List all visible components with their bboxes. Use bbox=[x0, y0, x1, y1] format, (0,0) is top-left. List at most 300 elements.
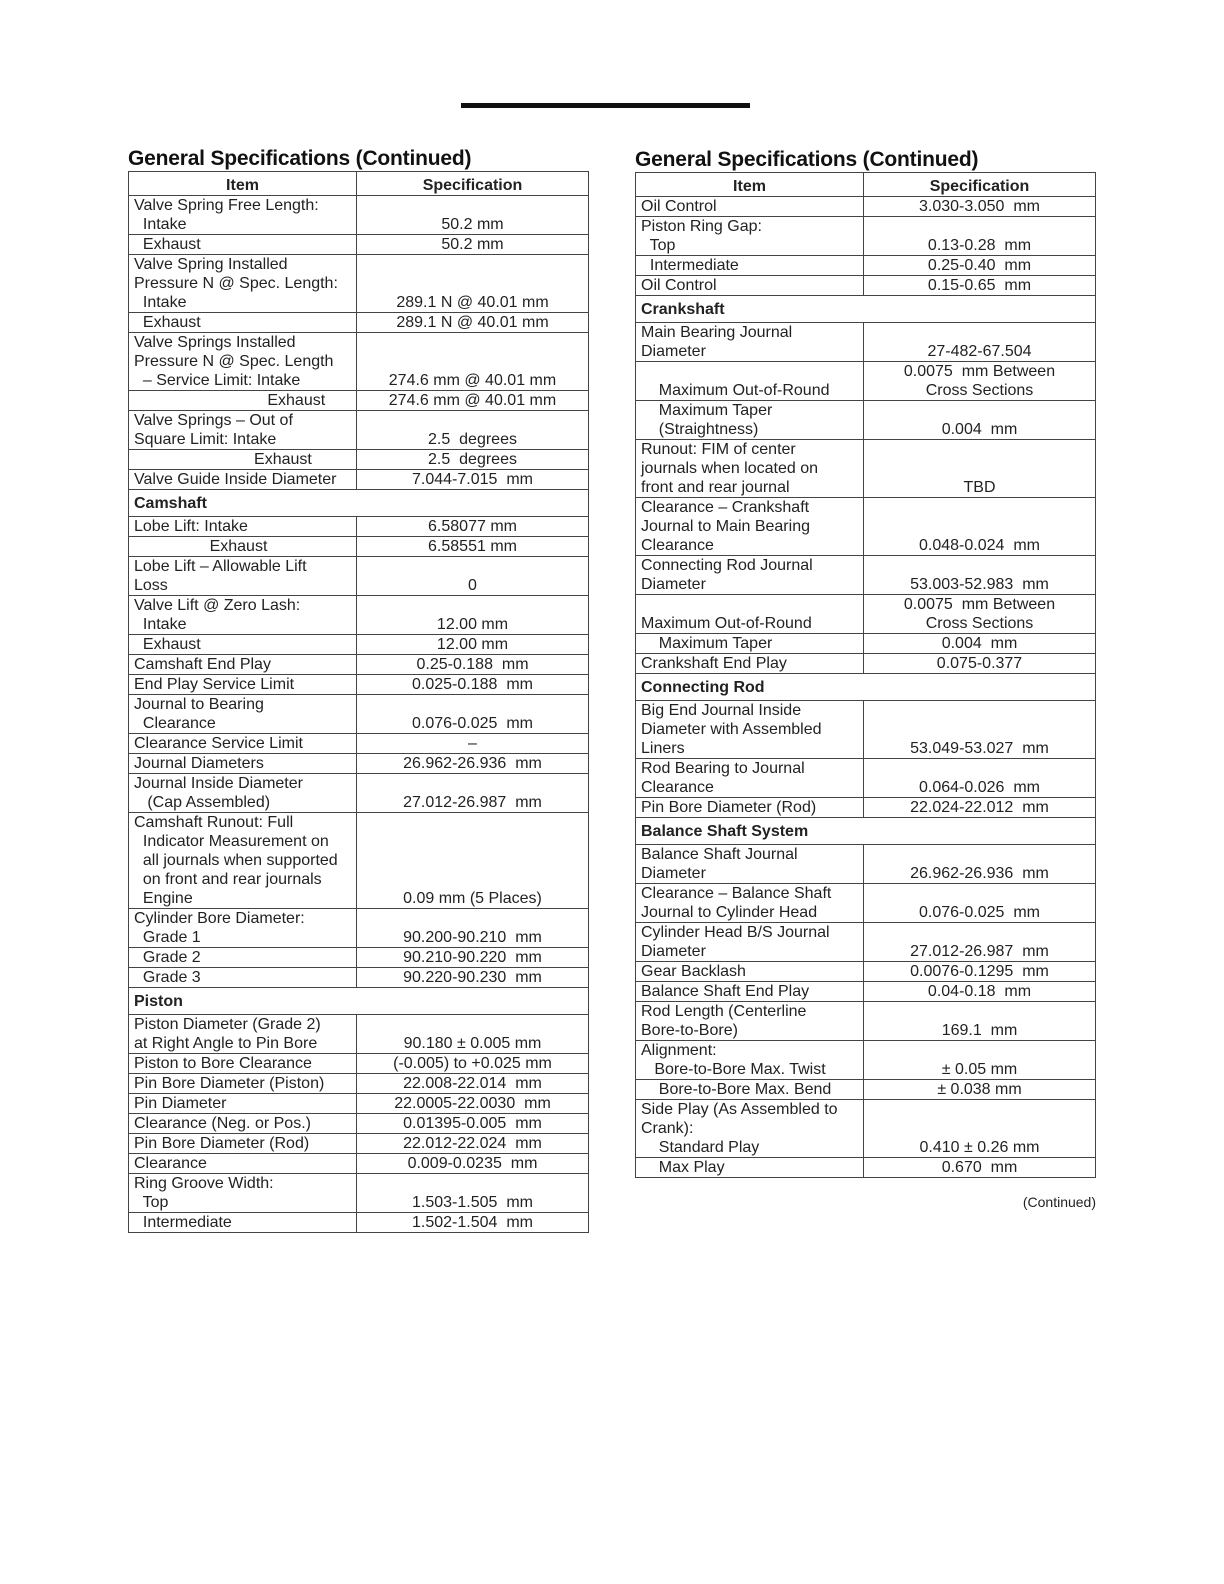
spec-value: TBD bbox=[963, 479, 996, 496]
right-heading: General Specifications (Continued) bbox=[635, 148, 979, 171]
item-cell bbox=[636, 323, 864, 362]
spec-cell bbox=[357, 450, 589, 470]
spec-row bbox=[129, 333, 589, 391]
spec-row bbox=[129, 450, 589, 470]
spec-cell bbox=[864, 256, 1096, 276]
spec-cell bbox=[357, 1213, 589, 1233]
spec-cell bbox=[357, 813, 589, 909]
item-text: Intermediate bbox=[134, 1214, 232, 1231]
section-label: Crankshaft bbox=[636, 296, 1096, 323]
spec-value: 22.012-22.024 mm bbox=[403, 1135, 542, 1152]
spec-value: 6.58077 mm bbox=[428, 518, 517, 535]
item-text: Top bbox=[641, 237, 676, 254]
spec-value: 0.15-0.65 mm bbox=[927, 277, 1032, 294]
spec-cell bbox=[864, 440, 1096, 498]
item-text: Big End Journal Inside bbox=[641, 702, 802, 719]
spec-cell bbox=[864, 217, 1096, 256]
item-text: Standard Play bbox=[641, 1139, 760, 1156]
spec-value: 2.5 degrees bbox=[428, 451, 517, 468]
item-text: Exhaust bbox=[134, 451, 312, 468]
item-cell bbox=[129, 470, 357, 490]
item-cell bbox=[129, 1154, 357, 1174]
spec-value: 12.00 mm bbox=[436, 636, 509, 653]
spec-row bbox=[636, 759, 1096, 798]
item-cell bbox=[129, 1114, 357, 1134]
item-text: Indicator Measurement on bbox=[134, 833, 329, 850]
item-text: Balance Shaft Journal bbox=[641, 846, 798, 863]
right-column bbox=[635, 148, 1096, 1210]
spec-cell bbox=[864, 884, 1096, 923]
spec-value: 0.048-0.024 mm bbox=[919, 537, 1040, 554]
item-text: at Right Angle to Pin Bore bbox=[134, 1035, 318, 1052]
item-text: (Straightness) bbox=[641, 421, 759, 438]
item-text: Side Play (As Assembled to bbox=[641, 1101, 838, 1118]
spec-value: 0.004 mm bbox=[941, 421, 1018, 438]
spec-row bbox=[129, 655, 589, 675]
item-cell bbox=[129, 450, 357, 470]
spec-row bbox=[636, 440, 1096, 498]
item-text: Piston Diameter (Grade 2) bbox=[134, 1016, 321, 1033]
spec-value: 27.012-26.987 mm bbox=[910, 943, 1049, 960]
spec-cell bbox=[864, 923, 1096, 962]
spec-cell bbox=[357, 968, 589, 988]
spec-cell bbox=[357, 411, 589, 450]
item-text: Clearance bbox=[641, 537, 714, 554]
item-text: Bore-to-Bore) bbox=[641, 1022, 738, 1039]
item-cell bbox=[129, 1074, 357, 1094]
item-cell bbox=[129, 517, 357, 537]
spec-cell bbox=[357, 1054, 589, 1074]
item-text: Alignment: bbox=[641, 1042, 717, 1059]
item-text: Intake bbox=[134, 294, 187, 311]
item-cell bbox=[129, 411, 357, 450]
spec-cell bbox=[357, 596, 589, 635]
item-text: Exhaust bbox=[134, 314, 201, 331]
item-text: Oil Control bbox=[641, 198, 717, 215]
spec-cell bbox=[357, 1174, 589, 1213]
spec-cell bbox=[864, 701, 1096, 759]
item-text: journals when located on bbox=[641, 460, 819, 477]
spec-row bbox=[636, 962, 1096, 982]
spec-cell bbox=[864, 654, 1096, 674]
item-cell bbox=[636, 217, 864, 256]
spec-cell bbox=[864, 498, 1096, 556]
section-label: Camshaft bbox=[129, 490, 589, 517]
item-cell bbox=[129, 695, 357, 734]
item-text: Maximum Out-of-Round bbox=[641, 615, 812, 632]
spec-row bbox=[636, 654, 1096, 674]
item-cell bbox=[636, 1080, 864, 1100]
spec-row bbox=[129, 813, 589, 909]
spec-row bbox=[129, 909, 589, 948]
item-text: Exhaust bbox=[134, 636, 201, 653]
item-cell bbox=[129, 948, 357, 968]
item-text: Bore-to-Bore Max. Bend bbox=[641, 1081, 832, 1098]
spec-cell bbox=[357, 1154, 589, 1174]
left-header-row bbox=[129, 172, 589, 196]
spec-cell bbox=[864, 276, 1096, 296]
item-cell bbox=[129, 734, 357, 754]
spec-row bbox=[129, 1094, 589, 1114]
item-text: End Play Service Limit bbox=[134, 676, 295, 693]
item-text: Pressure N @ Spec. Length: bbox=[134, 275, 338, 292]
item-text: Clearance (Neg. or Pos.) bbox=[134, 1115, 311, 1132]
spec-cell bbox=[357, 1094, 589, 1114]
item-cell bbox=[636, 1002, 864, 1041]
spec-row bbox=[129, 754, 589, 774]
item-text: Loss bbox=[134, 577, 168, 594]
spec-value: 26.962-26.936 mm bbox=[910, 865, 1049, 882]
left-heading: General Specifications (Continued) bbox=[128, 147, 472, 170]
item-cell bbox=[636, 197, 864, 217]
item-text: Square Limit: Intake bbox=[134, 431, 277, 448]
spec-row bbox=[129, 537, 589, 557]
spec-cell bbox=[357, 774, 589, 813]
item-text: Diameter with Assembled bbox=[641, 721, 822, 738]
item-cell bbox=[636, 798, 864, 818]
spec-row bbox=[636, 276, 1096, 296]
spec-cell bbox=[864, 197, 1096, 217]
spec-value: – bbox=[468, 735, 477, 752]
spec-cell bbox=[357, 655, 589, 675]
spec-cell bbox=[357, 948, 589, 968]
item-cell bbox=[636, 923, 864, 962]
item-text: Rod Bearing to Journal bbox=[641, 760, 805, 777]
item-text: Journal to Bearing bbox=[134, 696, 264, 713]
spec-row bbox=[636, 362, 1096, 401]
item-cell bbox=[636, 440, 864, 498]
spec-cell bbox=[357, 391, 589, 411]
spec-value: 90.210-90.220 mm bbox=[403, 949, 542, 966]
spec-row bbox=[129, 391, 589, 411]
spec-row bbox=[129, 734, 589, 754]
item-cell bbox=[129, 655, 357, 675]
section-label: Connecting Rod bbox=[636, 674, 1096, 701]
spec-cell bbox=[357, 695, 589, 734]
spec-value: 26.962-26.936 mm bbox=[403, 755, 542, 772]
spec-row bbox=[636, 701, 1096, 759]
spec-row bbox=[129, 1074, 589, 1094]
spec-row bbox=[129, 695, 589, 734]
item-text: Clearance Service Limit bbox=[134, 735, 303, 752]
item-cell bbox=[129, 754, 357, 774]
spec-value: 0.0076-0.1295 mm bbox=[910, 963, 1049, 980]
spec-value: 12.00 mm bbox=[436, 616, 509, 633]
spec-cell bbox=[864, 401, 1096, 440]
item-cell bbox=[129, 537, 357, 557]
spec-row bbox=[129, 968, 589, 988]
item-cell bbox=[129, 813, 357, 909]
item-cell bbox=[636, 362, 864, 401]
spec-cell bbox=[357, 470, 589, 490]
spec-value: 0.25-0.40 mm bbox=[927, 257, 1032, 274]
spec-row bbox=[636, 401, 1096, 440]
section-row bbox=[636, 674, 1096, 701]
spec-row bbox=[636, 634, 1096, 654]
item-text: Valve Guide Inside Diameter bbox=[134, 471, 337, 488]
item-text: Runout: FIM of center bbox=[641, 441, 796, 458]
item-text: on front and rear journals bbox=[134, 871, 322, 888]
spec-value: 0.064-0.026 mm bbox=[919, 779, 1040, 796]
spec-row bbox=[129, 675, 589, 695]
item-text: Camshaft End Play bbox=[134, 656, 271, 673]
spec-cell bbox=[864, 634, 1096, 654]
spec-row bbox=[129, 1054, 589, 1074]
spec-cell bbox=[357, 1134, 589, 1154]
spec-cell bbox=[864, 595, 1096, 634]
section-row bbox=[636, 818, 1096, 845]
item-text: (Cap Assembled) bbox=[134, 794, 271, 811]
item-text: Journal to Cylinder Head bbox=[641, 904, 818, 921]
item-cell bbox=[129, 1015, 357, 1054]
item-text: Valve Springs – Out of bbox=[134, 412, 293, 429]
item-text: Clearance bbox=[134, 1155, 207, 1172]
spec-row bbox=[129, 196, 589, 235]
spec-value: 0.25-0.188 mm bbox=[416, 656, 529, 673]
item-text: Liners bbox=[641, 740, 685, 757]
spec-row bbox=[636, 217, 1096, 256]
spec-value: (-0.005) to +0.025 mm bbox=[393, 1055, 552, 1072]
spec-value: 27.012-26.987 mm bbox=[403, 794, 542, 811]
item-cell bbox=[636, 1158, 864, 1178]
item-cell bbox=[636, 701, 864, 759]
spec-cell bbox=[357, 517, 589, 537]
spec-row bbox=[636, 197, 1096, 217]
spec-value: 0.076-0.025 mm bbox=[412, 715, 533, 732]
item-cell bbox=[636, 962, 864, 982]
item-text: Pin Diameter bbox=[134, 1095, 227, 1112]
spec-cell bbox=[357, 537, 589, 557]
spec-row bbox=[129, 255, 589, 313]
item-text: Pressure N @ Spec. Length bbox=[134, 353, 334, 370]
spec-row bbox=[129, 1134, 589, 1154]
item-text: Exhaust bbox=[134, 392, 326, 409]
item-text: Valve Springs Installed bbox=[134, 334, 296, 351]
item-text: Crank): bbox=[641, 1120, 694, 1137]
spec-cell bbox=[864, 1100, 1096, 1158]
item-cell bbox=[129, 1054, 357, 1074]
item-text: Cylinder Bore Diameter: bbox=[134, 910, 305, 927]
item-text: Grade 3 bbox=[134, 969, 201, 986]
item-cell bbox=[636, 401, 864, 440]
top-rule bbox=[461, 103, 750, 108]
item-text: Pin Bore Diameter (Piston) bbox=[134, 1075, 325, 1092]
item-cell bbox=[636, 759, 864, 798]
item-text: Journal Diameters bbox=[134, 755, 264, 772]
spec-value: 0.04-0.18 mm bbox=[927, 983, 1032, 1000]
spec-value: 1.503-1.505 mm bbox=[412, 1194, 533, 1211]
item-text: Clearance – Balance Shaft bbox=[641, 885, 832, 902]
spec-row bbox=[129, 1015, 589, 1054]
item-text: Main Bearing Journal bbox=[641, 324, 793, 341]
item-text: all journals when supported bbox=[134, 852, 338, 869]
item-text: Diameter bbox=[641, 343, 706, 360]
spec-row bbox=[129, 774, 589, 813]
spec-value: 0.009-0.0235 mm bbox=[407, 1155, 538, 1172]
item-text: Piston Ring Gap: bbox=[641, 218, 762, 235]
spec-cell bbox=[864, 362, 1096, 401]
spec-row bbox=[636, 498, 1096, 556]
spec-value: 3.030-3.050 mm bbox=[919, 198, 1040, 215]
spec-cell bbox=[864, 1080, 1096, 1100]
item-cell bbox=[129, 635, 357, 655]
spec-cell bbox=[357, 196, 589, 235]
item-text: Exhaust bbox=[134, 538, 268, 555]
spec-row bbox=[636, 1002, 1096, 1041]
spec-cell bbox=[357, 333, 589, 391]
item-text: Crankshaft End Play bbox=[641, 655, 787, 672]
item-cell bbox=[129, 333, 357, 391]
spec-row bbox=[129, 235, 589, 255]
item-text: Clearance bbox=[134, 715, 216, 732]
spec-cell bbox=[357, 313, 589, 333]
item-text: Clearance – Crankshaft bbox=[641, 499, 810, 516]
item-text: Diameter bbox=[641, 943, 706, 960]
spec-row bbox=[129, 470, 589, 490]
spec-row bbox=[636, 982, 1096, 1002]
spec-cell bbox=[864, 759, 1096, 798]
section-row bbox=[129, 988, 589, 1015]
spec-row bbox=[129, 948, 589, 968]
spec-value: 289.1 N @ 40.01 mm bbox=[396, 314, 549, 331]
item-cell bbox=[129, 196, 357, 235]
spec-cell bbox=[864, 845, 1096, 884]
item-text: Valve Lift @ Zero Lash: bbox=[134, 597, 301, 614]
item-cell bbox=[129, 774, 357, 813]
item-cell bbox=[636, 1100, 864, 1158]
spec-value: 22.024-22.012 mm bbox=[910, 799, 1049, 816]
item-text: Lobe Lift – Allowable Lift bbox=[134, 558, 307, 575]
spec-value: 90.220-90.230 mm bbox=[403, 969, 542, 986]
spec-cell bbox=[864, 323, 1096, 362]
item-text: Clearance bbox=[641, 779, 714, 796]
spec-value: 27-482-67.504 bbox=[927, 343, 1032, 360]
item-text: Maximum Out-of-Round bbox=[641, 382, 830, 399]
item-cell bbox=[636, 845, 864, 884]
spec-cell bbox=[357, 1015, 589, 1054]
item-text: Maximum Taper bbox=[641, 635, 773, 652]
item-text: Journal Inside Diameter bbox=[134, 775, 303, 792]
item-text: Pin Bore Diameter (Rod) bbox=[641, 799, 817, 816]
item-column-header: Item bbox=[636, 173, 864, 197]
spec-cell bbox=[864, 962, 1096, 982]
item-text: Intake bbox=[134, 216, 187, 233]
spec-row bbox=[636, 1080, 1096, 1100]
spec-row bbox=[636, 845, 1096, 884]
spec-row bbox=[129, 1174, 589, 1213]
item-text: Diameter bbox=[641, 865, 706, 882]
spec-cell bbox=[864, 556, 1096, 595]
item-cell bbox=[129, 1094, 357, 1114]
spec-row bbox=[636, 923, 1096, 962]
spec-cell bbox=[357, 255, 589, 313]
spec-row bbox=[129, 1154, 589, 1174]
spec-value: 90.200-90.210 mm bbox=[403, 929, 542, 946]
right-spec-table bbox=[635, 172, 1096, 1178]
spec-value: 0 bbox=[468, 577, 477, 594]
left-table-body bbox=[129, 196, 589, 1233]
spec-value: 0.076-0.025 mm bbox=[919, 904, 1040, 921]
spec-value: 0.01395-0.005 mm bbox=[403, 1115, 542, 1132]
spec-value: 0.410 ± 0.26 mm bbox=[919, 1139, 1040, 1156]
item-cell bbox=[129, 235, 357, 255]
spec-row bbox=[129, 1213, 589, 1233]
item-text: Lobe Lift: Intake bbox=[134, 518, 248, 535]
item-cell bbox=[636, 498, 864, 556]
item-text: Intake bbox=[134, 616, 187, 633]
item-cell bbox=[129, 1213, 357, 1233]
section-row bbox=[636, 296, 1096, 323]
spec-cell bbox=[864, 1002, 1096, 1041]
spec-value: 0.13-0.28 mm bbox=[927, 237, 1032, 254]
spec-value: 50.2 mm bbox=[441, 236, 504, 253]
spec-value: 169.1 mm bbox=[941, 1022, 1018, 1039]
item-text: Cylinder Head B/S Journal bbox=[641, 924, 830, 941]
item-column-header: Item bbox=[129, 172, 357, 196]
spec-cell bbox=[357, 734, 589, 754]
spec-row bbox=[129, 313, 589, 333]
spec-value: 1.502-1.504 mm bbox=[412, 1214, 533, 1231]
spec-value: 6.58551 mm bbox=[428, 538, 517, 555]
item-cell bbox=[636, 654, 864, 674]
item-cell bbox=[129, 313, 357, 333]
spec-row bbox=[636, 1100, 1096, 1158]
spec-cell bbox=[357, 1074, 589, 1094]
spec-value: 90.180 ± 0.005 mm bbox=[403, 1035, 542, 1052]
spec-value: 0.0075 mm Between Cross Sections bbox=[903, 596, 1056, 632]
spec-cell bbox=[864, 982, 1096, 1002]
spec-value: 50.2 mm bbox=[441, 216, 504, 233]
spec-value: 274.6 mm @ 40.01 mm bbox=[388, 392, 557, 409]
spec-row bbox=[636, 556, 1096, 595]
item-text: Top bbox=[134, 1194, 169, 1211]
spec-row bbox=[129, 411, 589, 450]
spec-row bbox=[636, 1158, 1096, 1178]
spec-row bbox=[636, 256, 1096, 276]
item-cell bbox=[129, 391, 357, 411]
spec-row bbox=[129, 1114, 589, 1134]
item-text: – Service Limit: Intake bbox=[134, 372, 301, 389]
spec-column-header: Specification bbox=[864, 173, 1096, 197]
spec-cell bbox=[357, 675, 589, 695]
item-text: Maximum Taper bbox=[641, 402, 773, 419]
item-cell bbox=[129, 255, 357, 313]
item-cell bbox=[129, 1174, 357, 1213]
item-cell bbox=[636, 634, 864, 654]
item-text: Bore-to-Bore Max. Twist bbox=[641, 1061, 826, 1078]
item-cell bbox=[636, 556, 864, 595]
spec-row bbox=[129, 517, 589, 537]
spec-value: 0.075-0.377 bbox=[936, 655, 1023, 672]
item-text: Connecting Rod Journal bbox=[641, 557, 813, 574]
spec-row bbox=[636, 1041, 1096, 1080]
left-spec-table bbox=[128, 171, 589, 1233]
right-header-row bbox=[636, 173, 1096, 197]
item-cell bbox=[129, 596, 357, 635]
item-cell bbox=[636, 982, 864, 1002]
spec-value: 274.6 mm @ 40.01 mm bbox=[388, 372, 557, 389]
item-text: Valve Spring Free Length: bbox=[134, 197, 319, 214]
item-text: Ring Groove Width: bbox=[134, 1175, 274, 1192]
item-text: Camshaft Runout: Full bbox=[134, 814, 294, 831]
item-text: Engine bbox=[134, 890, 193, 907]
item-cell bbox=[129, 1134, 357, 1154]
item-text: Grade 2 bbox=[134, 949, 201, 966]
spec-value: 0.0075 mm Between Cross Sections bbox=[903, 363, 1056, 399]
spec-cell bbox=[357, 1114, 589, 1134]
item-text: Grade 1 bbox=[134, 929, 201, 946]
spec-row bbox=[129, 557, 589, 596]
